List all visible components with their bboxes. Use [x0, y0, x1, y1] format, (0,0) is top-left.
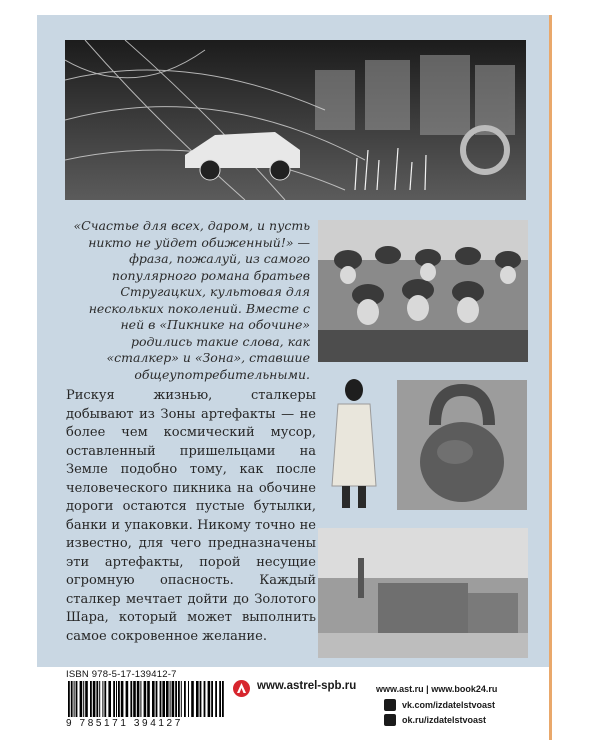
power-plant-photo	[318, 528, 528, 658]
hazmat-suit-photo	[324, 376, 384, 516]
publisher-websites[interactable]: www.ast.ru | www.book24.ru	[376, 684, 498, 694]
ok-link[interactable]: ok.ru/izdatelstvoast	[402, 715, 487, 725]
barcode-number: 9 785171 394127	[66, 718, 183, 729]
hero-illustration	[65, 40, 526, 200]
soldiers-photo	[318, 220, 528, 362]
vk-icon	[384, 699, 396, 711]
isbn-label: ISBN 978-5-17-139412-7	[66, 669, 177, 680]
astrel-logo-icon	[233, 680, 250, 697]
annotation-paragraph: Рискуя жизнью, сталкеры добывают из Зоны артефакты — не более чем космический мусор, оставленный пришельцами на Земле подобно тому, как после человеческого пикника на обочине дороги остаются пустые бутылки, банки и упаковки. Никому точно не известно, для чего предназначены эти артефакты, порой несущие огромную опасность. Каждый сталкер мечтает дойти до Золотого Шара, который может выполнить самое сокровенное желание.	[66, 388, 316, 644]
astrel-website-link[interactable]: www.astrel-spb.ru	[257, 680, 357, 692]
intro-quote: «Счастье для всех, даром, и пусть никто не уйдет обиженный!» — фраза, пожалуй, из самого популярного романа братьев Стругацких, культовая для нескольких поколений. Вместе с ней в «Пикнике на обочине» родились такие слова, как «сталкер» и «Зона», ставшие общеупотребительными.	[73, 218, 310, 382]
barcode	[66, 681, 226, 717]
cover-edge	[549, 15, 552, 740]
vk-link[interactable]: vk.com/izdatelstvoast	[402, 700, 496, 710]
kettlebell-photo	[397, 380, 527, 510]
ok-icon	[384, 714, 396, 726]
